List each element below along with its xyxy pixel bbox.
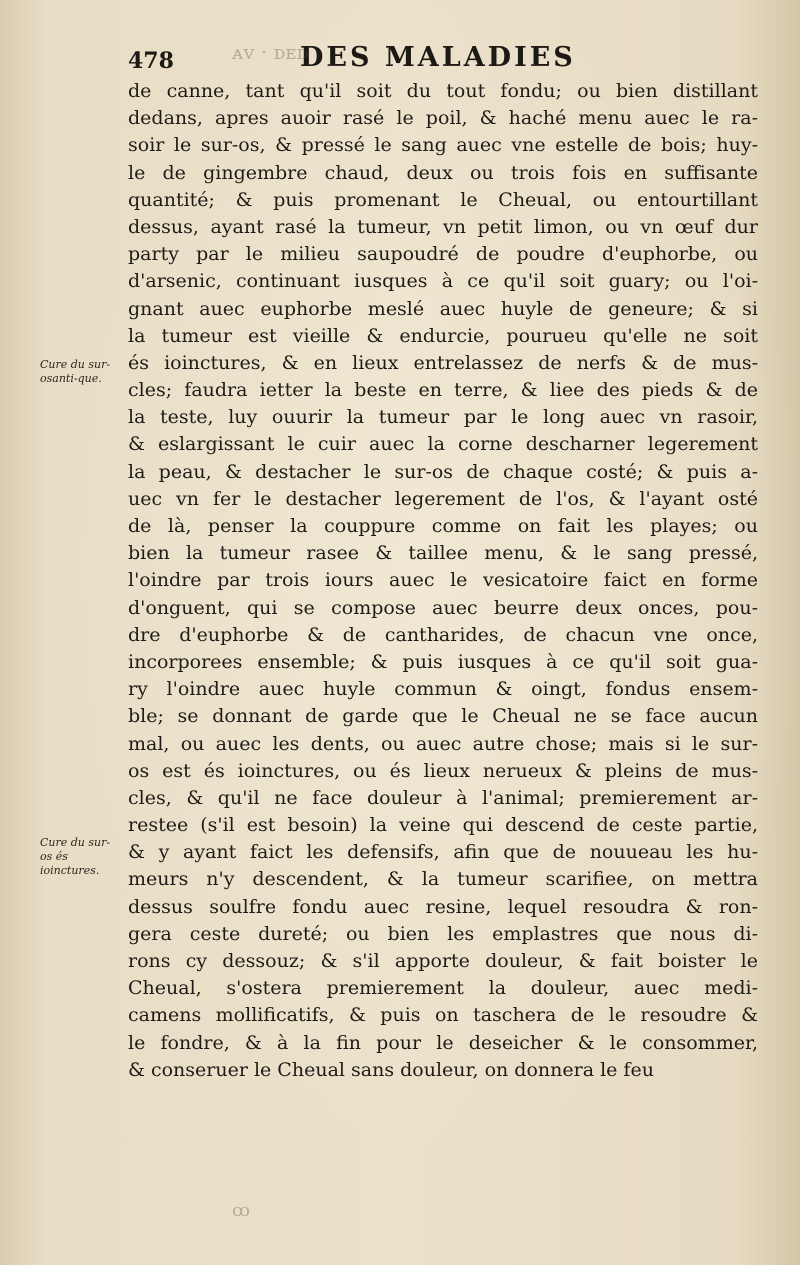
text-line: restee (s'il est besoin) la veine qui descend de ceste partie,	[128, 814, 758, 837]
text-line: la tumeur est vieille & endurcie, pourueu qu'elle ne soit	[128, 324, 758, 347]
text-line: quantité; & puis promenant le Cheual, ou entourtillant	[128, 188, 758, 211]
text-line: és ioinctures, & en lieux entrelassez de nerfs & de mus-	[128, 351, 758, 374]
text-line: meurs n'y descendent, & la tumeur scarifiee, on mettra	[128, 868, 758, 891]
margin-note-cure-sur-os: Cure du sur-osanti-que.	[40, 358, 111, 385]
margin-note-cure-ioinctures: Cure du sur-os és ioinctures.	[40, 836, 111, 877]
text-line: la teste, luy ouurir la tumeur par le long auec vn rasoir,	[128, 406, 758, 429]
text-line: le de gingembre chaud, deux ou trois fois en suffisante	[128, 161, 758, 184]
text-line: & conseruer le Cheual sans douleur, on donnera le feu	[128, 1058, 654, 1081]
page-number: 478	[128, 48, 174, 74]
text-line: party par le milieu saupoudré de poudre d'euphorbe, ou	[128, 243, 758, 266]
text-line: os est és ioinctures, ou és lieux nerueux & pleins de mus-	[128, 759, 758, 782]
text-line: dedans, apres auoir rasé le poil, & haché menu auec le ra-	[128, 107, 758, 130]
text-line: d'onguent, qui se compose auec beurre deux onces, pou-	[128, 596, 758, 619]
text-line: la peau, & destacher le sur-os de chaque costé; & puis a-	[128, 460, 758, 483]
text-line: ble; se donnant de garde que le Cheual ne se face aucun	[128, 705, 758, 728]
text-line: l'oindre par trois iours auec le vesicatoire faict en forme	[128, 569, 758, 592]
text-line: dessus soulfre fondu auec resine, lequel resoudra & ron-	[128, 895, 758, 918]
text-line: gera ceste dureté; ou bien les emplastres que nous di-	[128, 922, 758, 945]
text-line: d'arsenic, continuant iusques à ce qu'il soit guary; ou l'oi-	[128, 270, 758, 293]
text-line: incorporees ensemble; & puis iusques à ce qu'il soit gua-	[128, 650, 758, 673]
body-text	[128, 78, 758, 1084]
text-line: cles; faudra ietter la beste en terre, & liee des pieds & de	[128, 379, 758, 402]
bleed-through-top: ᴀᴠ · ᴅᴇᴅ	[232, 40, 309, 64]
text-line: rons cy dessouz; & s'il apporte douleur, & fait boister le	[128, 950, 758, 972]
text-line: de là, penser la couppure comme on fait les playes; ou	[128, 515, 758, 537]
text-line: cles, & qu'il ne face douleur à l'animal; premierement ar-	[128, 786, 758, 809]
text-line: le fondre, & à la fin pour le deseicher & le consommer,	[128, 1031, 758, 1054]
text-line: & y ayant faict les defensifs, afin que de nouueau les hu-	[128, 841, 758, 864]
text-line: de canne, tant qu'il soit du tout fondu; ou bien distillant	[128, 80, 758, 102]
text-line: Cheual, s'ostera premierement la douleur, auec medi-	[128, 977, 758, 1000]
running-title: DES MALADIES	[300, 42, 576, 73]
text-line: mal, ou auec les dents, ou auec autre chose; mais si le sur-	[128, 732, 758, 755]
text-line: camens mollificatifs, & puis on taschera de le resoudre &	[128, 1004, 758, 1027]
text-line: bien la tumeur rasee & taillee menu, & le sang pressé,	[128, 542, 758, 565]
page-header	[0, 40, 800, 80]
text-line: uec vn fer le destacher legerement de l'os, & l'ayant osté	[128, 487, 758, 510]
text-line: soir le sur-os, & pressé le sang auec vne estelle de bois; huy-	[128, 134, 758, 157]
text-line: gnant auec euphorbe meslé auec huyle de geneure; & si	[128, 297, 758, 320]
bleed-through-bottom: ꝏ	[232, 1200, 250, 1221]
text-line: dre d'euphorbe & de cantharides, de chacun vne once,	[128, 623, 758, 646]
text-line: dessus, ayant rasé la tumeur, vn petit limon, ou vn œuf dur	[128, 215, 758, 238]
text-line: & eslargissant le cuir auec la corne descharner legerement	[128, 433, 758, 456]
text-line: ry l'oindre auec huyle commun & oingt, fondus ensem-	[128, 678, 758, 701]
